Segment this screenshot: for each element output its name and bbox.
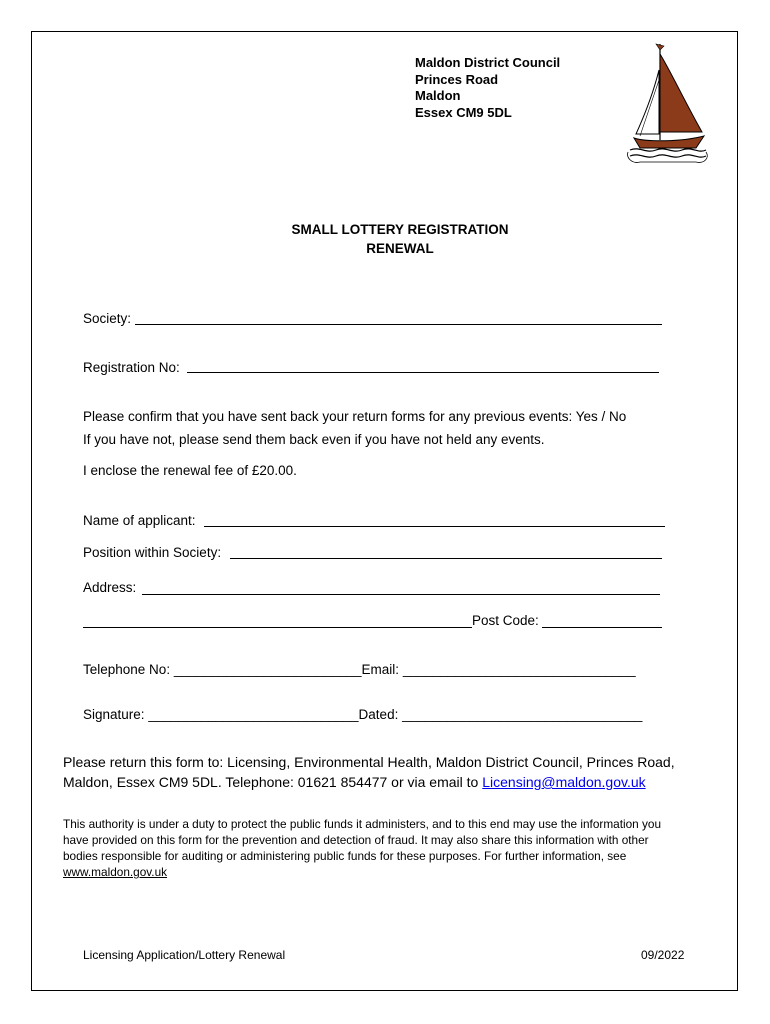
disclaimer-line: bodies responsible for auditing or administering public funds for these purposes. For further information, see: [63, 849, 627, 863]
sailing-barge-logo-icon: [626, 40, 708, 168]
fraud-disclaimer: [63, 816, 661, 880]
licensing-email-link[interactable]: Licensing@maldon.gov.uk: [482, 774, 646, 790]
return-info-line2: [63, 772, 675, 792]
registration-label: Registration No:: [83, 360, 180, 375]
dated-field[interactable]: ________________________________: [402, 707, 643, 722]
footer-date: 09/2022: [641, 948, 685, 962]
fee-text: I enclose the renewal fee of £20.00.: [83, 463, 297, 478]
registration-field[interactable]: [187, 372, 659, 373]
signature-label: Signature:: [83, 707, 145, 722]
signature-field[interactable]: ____________________________: [148, 707, 359, 722]
disclaimer-line: have provided on this form for the prevention and detection of fraud. It may also share this information with other: [63, 833, 649, 847]
form-title: SMALL LOTTERY REGISTRATION: [291, 222, 509, 237]
address-line: Maldon District Council: [415, 55, 561, 70]
disclaimer-line: This authority is under a duty to protect the public funds it administers, and to this end may use the information you: [63, 817, 662, 831]
society-label: Society:: [83, 311, 132, 326]
applicant-field[interactable]: [204, 526, 665, 527]
address-line: Maldon: [415, 88, 461, 103]
confirm-return-text: Please confirm that you have sent back your return forms for any previous events: Yes / No: [83, 409, 627, 424]
signature-row: [83, 707, 642, 722]
applicant-label: Name of applicant:: [83, 513, 196, 528]
email-field[interactable]: _______________________________: [402, 662, 636, 677]
email-label: Email:: [361, 662, 400, 677]
maldon-website-link[interactable]: www.maldon.gov.uk: [63, 865, 168, 879]
address-line: Princes Road: [415, 71, 499, 87]
council-address: [415, 55, 560, 121]
address-field[interactable]: [142, 594, 660, 595]
postcode-field[interactable]: [542, 627, 662, 628]
return-info: [63, 752, 675, 792]
telephone-label: Telephone No:: [83, 662, 171, 677]
society-field[interactable]: [135, 324, 662, 325]
address-label: Address:: [83, 580, 137, 595]
return-info-text: Maldon, Essex CM9 5DL. Telephone: 01621 854477 or via email to: [63, 774, 483, 790]
return-info-line1: Please return this form to: Licensing, Environmental Health, Maldon District Council, Princes Road,: [63, 754, 675, 770]
postcode-label: Post Code:: [472, 613, 539, 628]
telephone-field[interactable]: _________________________: [173, 662, 362, 677]
address-field-line2[interactable]: [83, 627, 472, 628]
address-line: Essex CM9 5DL: [415, 104, 512, 120]
footer-left: Licensing Application/Lottery Renewal: [83, 948, 286, 962]
position-field[interactable]: [230, 558, 662, 559]
if-not-text: If you have not, please send them back even if you have not held any events.: [83, 432, 545, 447]
telephone-row: [83, 662, 636, 677]
form-subtitle: RENEWAL: [366, 241, 434, 256]
dated-label: Dated:: [358, 707, 399, 722]
position-label: Position within Society:: [83, 545, 222, 560]
